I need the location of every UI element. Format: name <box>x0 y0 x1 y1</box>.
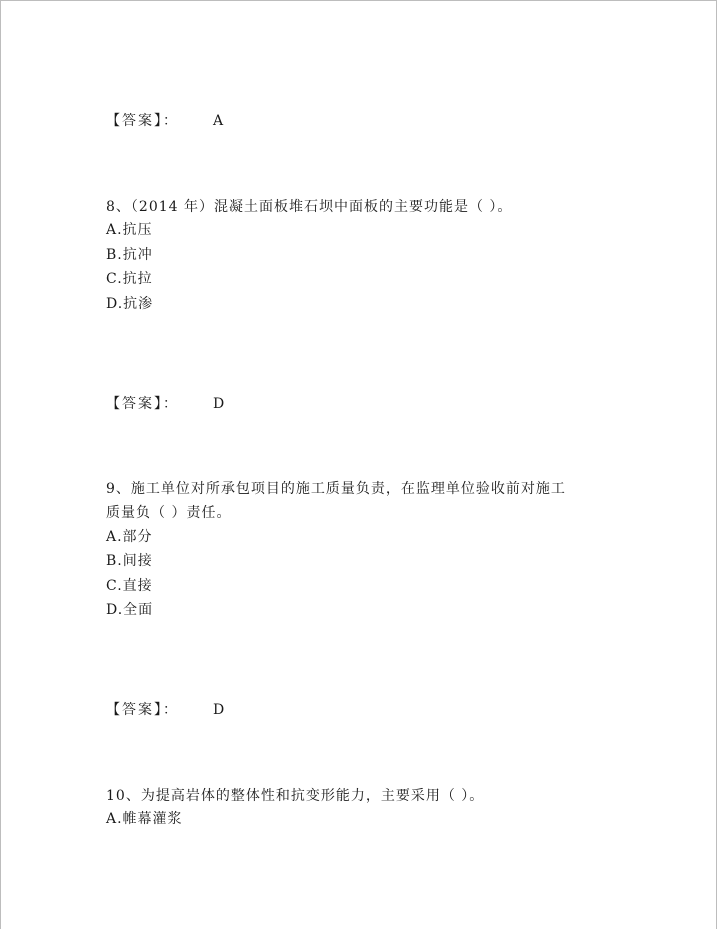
question-8-option-a: A.抗压 <box>106 222 153 238</box>
question-10-option-a: A.帷幕灌浆 <box>106 811 183 827</box>
answer-label: 【答案】： <box>106 702 179 718</box>
question-9-text-line-2: 质量负（ ）责任。 <box>106 505 232 521</box>
answer-value: D <box>213 396 225 412</box>
answer-label: 【答案】： <box>106 113 179 129</box>
question-9-text-line-1: 9、施工单位对所承包项目的施工质量负责，在监理单位验收前对施工 <box>106 481 566 497</box>
question-8-text: 8、（2014 年）混凝土面板堆石坝中面板的主要功能是（ ）。 <box>106 199 513 215</box>
question-9-option-b: B.间接 <box>106 553 153 569</box>
answer-value: A <box>213 113 224 129</box>
answer-value: D <box>213 702 225 718</box>
question-9-option-d: D.全面 <box>106 602 154 618</box>
question-8-option-b: B.抗冲 <box>106 247 153 263</box>
answer-label: 【答案】： <box>106 396 179 412</box>
question-9-option-a: A.部分 <box>106 529 153 545</box>
question-8-option-d: D.抗渗 <box>106 296 154 312</box>
question-9-option-c: C.直接 <box>106 578 153 594</box>
question-8-option-c: C.抗拉 <box>106 271 153 287</box>
question-10-text: 10、为提高岩体的整体性和抗变形能力，主要采用（ ）。 <box>106 788 485 804</box>
